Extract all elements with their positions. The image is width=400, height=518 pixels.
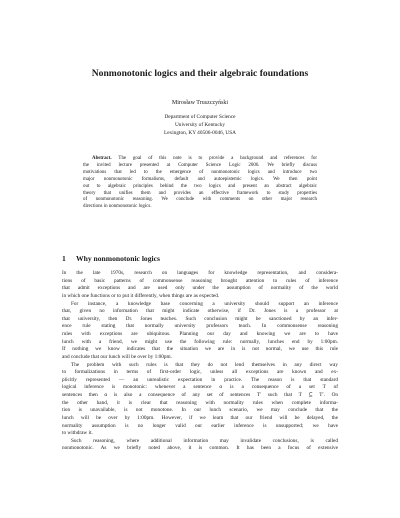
body-line: normality assumption is no longer valid our earlier inference is unsupported; we have <box>62 422 338 429</box>
affiliation-line: Lexington, KY 40506-0046, USA <box>163 129 237 136</box>
abstract <box>83 156 317 211</box>
body-line: that, given no information that might indicate otherwise, if Dr. Jones is a professor at <box>62 308 338 315</box>
body-line: In the late 1970s, research on languages for knowledge representation, and considera- <box>62 270 338 276</box>
paper-author: Mirosław Truszczyński <box>171 100 229 106</box>
affiliation-line: Department of Computer Science <box>164 114 236 120</box>
abstract-label: Abstract. <box>92 156 119 161</box>
body-line: logical inference is monotonic: whenever a sentence α is a consequence of a set T of <box>62 384 338 391</box>
body-line: The problem with such rules is that they do not lend themselves in any direct way <box>71 361 338 368</box>
body-line: tion is unavailable, is not monotone. In our lunch scenario, we may conclude that the <box>62 407 338 414</box>
body-text <box>62 270 338 453</box>
paragraph <box>62 438 338 453</box>
abstract-line: theory that unifies them and provides an effective framework to study properties <box>83 190 317 196</box>
section-title: Why nonmonotonic logics <box>76 254 160 263</box>
body-line: that university, then Dr. Jones teaches. Such conclusion might be sanctioned by an infer- <box>62 315 338 322</box>
body-line: nonmonotonic. As we briefly noted above, it is common. It has been a focus of extensive <box>62 445 338 452</box>
abstract-line: of nonmonotonic reasoning. We conclude with comments on other major research <box>83 197 317 203</box>
affiliation-line: University of Kentucky <box>174 121 225 128</box>
body-line: and conclude that our lunch will be over by 1:00pm. <box>62 353 172 360</box>
body-line: lunch with a friend, we might use the following rule: normally, lunches end by 1:00pm. <box>62 338 338 345</box>
body-line: tions of basic patterns of commonsense reasoning brought attention to rules of inference <box>62 277 338 284</box>
body-line: For instance, a knowledge base concerning a university should support an inference <box>71 300 338 307</box>
paragraph <box>62 301 338 362</box>
body-line: lunch will be over by 1:00pm. However, if we learn that our friend will be delayed, the <box>62 414 338 421</box>
abstract-line: major nonmonotonic formalisms, default and autoepistemic logics. We then point <box>83 176 317 182</box>
section-number: 1 <box>62 254 66 263</box>
body-line: that admit exceptions and are used only under the assumption of normality of the world <box>62 285 338 292</box>
body-line: to formalizations in terms of first-order logic, unless all exceptions are known and ex- <box>62 369 338 376</box>
body-line: in which one functions or to put it differently, when things are as expected. <box>62 292 220 299</box>
body-line: rules with exceptions are ubiquitous. Planning our day and knowing we are to have <box>62 331 338 337</box>
body-line: to withdraw it. <box>62 430 93 437</box>
affiliation <box>62 114 338 138</box>
abstract-line: out to algebraic principles behind the two logics and present an abstract algebraic <box>83 183 317 189</box>
abstract-line: the invited lecture presented at Computer Science Logic 2006. We briefly discuss <box>83 162 317 168</box>
body-line: If nothing we know indicates that the situation we are in is not normal, we use this rule <box>62 346 338 353</box>
abstract-line: Abstract. The goal of this note is to provide a background and references for <box>92 156 317 161</box>
paragraph <box>62 362 338 438</box>
paper-title: Nonmonotonic logics and their algebraic foundations <box>91 68 309 79</box>
section-heading <box>62 254 160 263</box>
abstract-line: motivations that led to the emergence of nonmonotonic logics and introduce two <box>83 169 317 175</box>
body-line: the other hand, it is clear that reasoning with normality rules when complete informa- <box>62 399 338 406</box>
paragraph <box>62 270 338 301</box>
abstract-line: directions in nonmonotonic logics. <box>83 204 152 210</box>
body-line: plicitly represented — an unrealistic expectation in practice. The reason is that standard <box>62 376 338 383</box>
body-line: Such reasoning, where additional information may invalidate conclusions, is called <box>71 437 338 444</box>
body-line: ence rule stating that normally university professors teach. In commonsense reasoning <box>62 323 338 330</box>
body-line: sentences then α is also a consequence of any set of sentences T′ such that T ⊆ T′. On <box>62 392 338 398</box>
